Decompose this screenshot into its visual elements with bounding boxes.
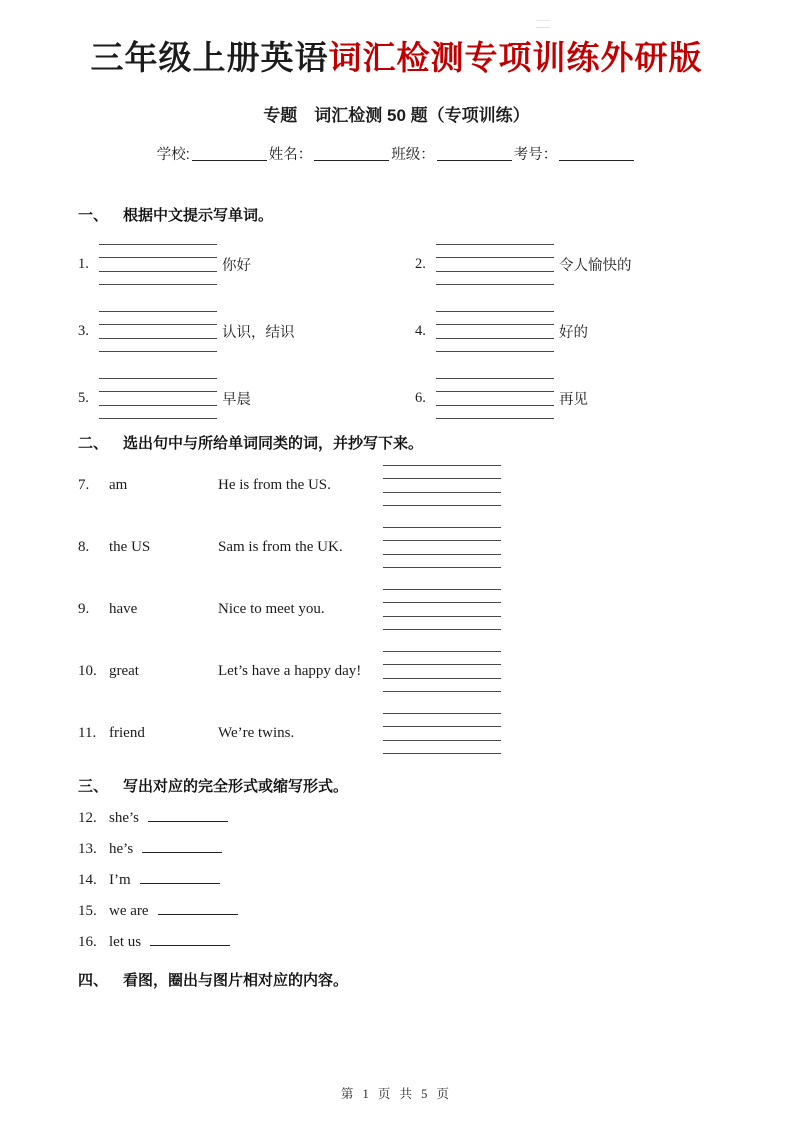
given-word: [78, 539, 218, 556]
section2-number: 二、: [78, 434, 109, 452]
word-text: am: [109, 476, 128, 493]
writing-grid: [99, 244, 217, 285]
class-label: 班级：: [391, 146, 435, 163]
given-word: [78, 601, 218, 618]
section4-heading: [78, 969, 715, 990]
class-blank: [437, 146, 512, 161]
word-text: the US: [109, 538, 151, 555]
item-number: 10.: [78, 662, 97, 679]
section3-number: 三、: [78, 777, 109, 795]
sentence-text: He is from the US.: [218, 476, 331, 493]
page-footer: 第 1 页 共 5 页: [340, 1087, 453, 1101]
chinese-hint: 令人愉快的: [559, 257, 632, 274]
sentence-text: Nice to meet you.: [218, 600, 325, 617]
word-text: great: [109, 662, 139, 679]
item-number: 11.: [78, 724, 97, 741]
writing-grid: [436, 378, 554, 419]
page-subtitle: 专题 词汇检测 50 题（专项训练）: [263, 105, 530, 125]
item-number: 8.: [78, 538, 90, 555]
section1-number: 一、: [78, 206, 109, 224]
school-blank: [192, 146, 267, 161]
answer-blank: [142, 838, 222, 853]
chinese-hint: 再见: [559, 391, 588, 408]
chinese-hint: 认识，结识: [222, 324, 295, 341]
section1-heading: [78, 204, 715, 225]
section2-heading: [78, 432, 715, 453]
term-text: let us: [109, 933, 142, 950]
section3-items: [78, 807, 715, 962]
writing-grid: [383, 465, 501, 506]
section2-title: 选出句中与所给单词同类的词，并抄写下来。: [123, 434, 424, 452]
classify-item-11: [78, 713, 715, 754]
term-text: he’s: [109, 840, 134, 857]
item-number: 2.: [415, 255, 426, 272]
writing-grid: [383, 589, 501, 630]
student-info-line: [78, 143, 715, 164]
vocab-item-3: [78, 311, 415, 352]
name-blank: [314, 146, 389, 161]
section2-items: [78, 465, 715, 754]
form-item-12: [78, 807, 715, 838]
sentence-text: We’re twins.: [218, 724, 295, 741]
vocab-item-4: [415, 311, 715, 352]
item-number: 6.: [415, 389, 426, 406]
writing-grid: [383, 651, 501, 692]
writing-grid: [436, 311, 554, 352]
chinese-hint: 好的: [559, 324, 588, 341]
section3-title: 写出对应的完全形式或缩写形式。: [123, 777, 349, 795]
term-text: she’s: [109, 809, 139, 826]
vocab-item-2: [415, 244, 715, 285]
section1-items: [78, 244, 715, 419]
word-text: have: [109, 600, 138, 617]
item-number: 5.: [78, 389, 89, 406]
section4-number: 四、: [78, 971, 109, 989]
writing-grid: [99, 311, 217, 352]
answer-blank: [158, 900, 238, 915]
writing-grid: [99, 378, 217, 419]
item-number: 15.: [78, 902, 97, 919]
classify-item-9: [78, 589, 715, 630]
sentence-text: Let’s have a happy day!: [218, 662, 362, 679]
item-number: 3.: [78, 322, 89, 339]
form-item-13: [78, 838, 715, 869]
given-word: [78, 663, 218, 680]
item-number: 14.: [78, 871, 97, 888]
term-text: I’m: [109, 871, 131, 888]
form-item-14: [78, 869, 715, 900]
vocab-item-1: [78, 244, 415, 285]
section4-title: 看图，圈出与图片相对应的内容。: [123, 971, 349, 989]
writing-grid: [436, 244, 554, 285]
vocab-item-6: [415, 378, 715, 419]
item-number: 16.: [78, 933, 97, 950]
answer-blank: [148, 807, 228, 822]
name-label: 姓名：: [268, 146, 313, 163]
chinese-hint: 你好: [222, 257, 251, 274]
given-word: [78, 477, 218, 494]
item-number: 4.: [415, 322, 426, 339]
item-number: 1.: [78, 255, 89, 272]
vocab-item-5: [78, 378, 415, 419]
exam-no-label: 考号：: [513, 146, 558, 163]
item-number: 9.: [78, 600, 90, 617]
chinese-hint: 早晨: [222, 391, 251, 408]
scan-artifact: [536, 20, 550, 28]
writing-grid: [383, 527, 501, 568]
classify-item-7: [78, 465, 715, 506]
item-number: 13.: [78, 840, 97, 857]
given-word: [78, 725, 218, 742]
form-item-15: [78, 900, 715, 931]
answer-blank: [140, 869, 220, 884]
school-label: 学校:: [156, 146, 190, 163]
exam-no-blank: [559, 146, 634, 161]
classify-item-10: [78, 651, 715, 692]
sentence-text: Sam is from the UK.: [218, 538, 343, 555]
item-number: 7.: [78, 476, 90, 493]
writing-grid: [383, 713, 501, 754]
item-number: 12.: [78, 809, 97, 826]
term-text: we are: [109, 902, 149, 919]
page-title-black: 三年级上册英语: [90, 41, 329, 77]
answer-blank: [150, 931, 230, 946]
form-item-16: [78, 931, 715, 962]
section3-heading: [78, 775, 715, 796]
word-text: friend: [109, 724, 145, 741]
page-title-red: 词汇检测专项训练外研版: [328, 41, 703, 77]
page-title: [78, 36, 715, 84]
classify-item-8: [78, 527, 715, 568]
section1-title: 根据中文提示写单词。: [123, 206, 274, 224]
